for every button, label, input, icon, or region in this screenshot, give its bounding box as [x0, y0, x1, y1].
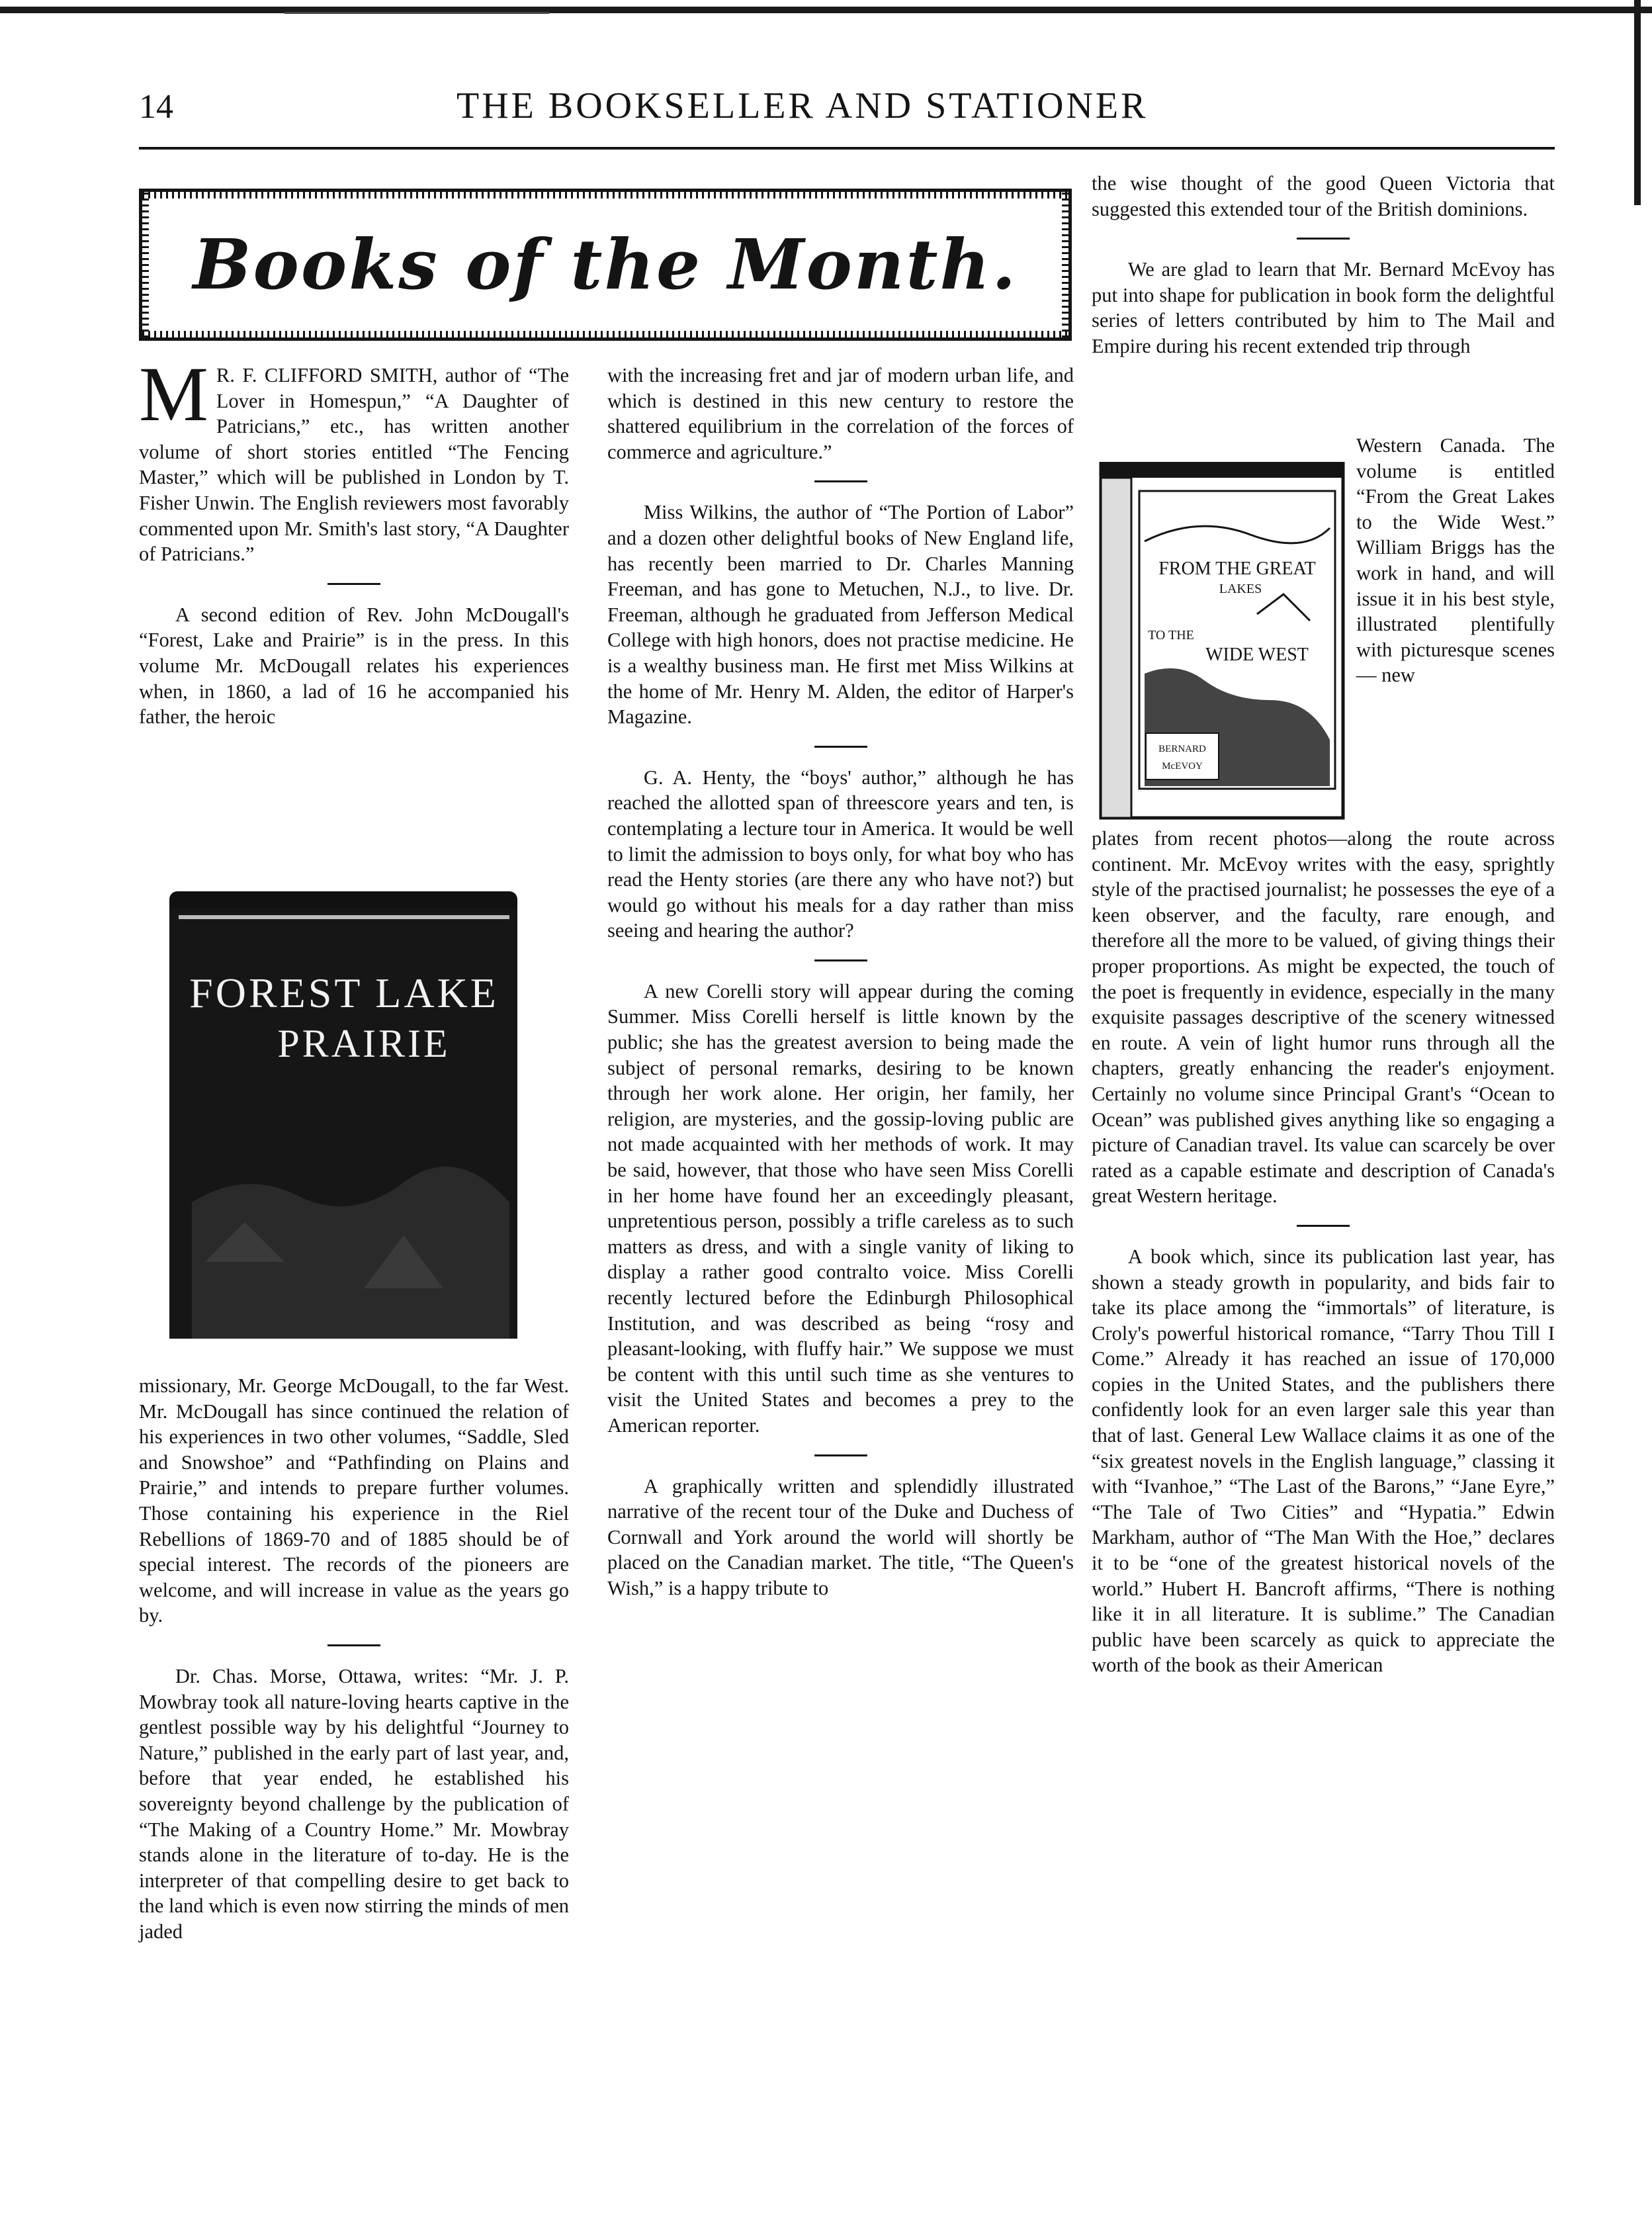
article-separator — [814, 480, 867, 482]
book2-title-line1: FROM THE GREAT — [1158, 558, 1316, 579]
article-croly: A book which, since its publication last year, has shown a steady growth in popularity, and bids fair to take its place among the “immortals” of literature, is Croly's powerful historical romance, “Tarry Thou Till I Come.” Already it has reached an issue of 170,000 copies in the United States, and the publishers there confidently look for an even larger sale this year than that of last. General Lew Wallace claims it as one of the “six greatest novels in the English language,” classing it with “Ivanhoe,” “The Last of the Barons,” “Jane Eyre,” “The Tale of Two Cities” and “Hypatia.” Edwin Markham, author of “The Man With the Hoe,” declares it to be “one of the greatest historical novels of the world.” Hubert H. Bancroft affirms, “There is nothing like it in all literature. It is sublime.” The Canadian public have been scarcely as quick to appreciate the worth of the book as their American — [1092, 1245, 1555, 1677]
article-separator — [327, 583, 380, 585]
book2-title-line2: LAKES — [1219, 582, 1262, 596]
article-separator — [1297, 1225, 1350, 1227]
article-henty: G. A. Henty, the “boys' author,” although he has reached the allotted span of threescore years and ten, is contemplating a lecture tour in America. It would be well to limit the admission to boys only, for what boy who has read the Henty stories (are there any who have not?) but would go without his meals for a day rather than miss seeing and hearing the author? — [607, 766, 1074, 942]
top-scan-border-fragment — [284, 12, 549, 14]
article-mowbray-cont: with the increasing fret and jar of modern urban life, and which is destined in this new century to restore the shattered equilibrium in the correlation of the forces of commerce and agriculture.” — [607, 364, 1074, 463]
book2-title-line4: WIDE WEST — [1205, 645, 1309, 665]
article-mcdougall-cont: missionary, Mr. George McDougall, to the far West. Mr. McDougall has since continued the relation of his experiences in two other volumes, “Saddle, Sled and Snowshoe” and “Pathfinding on Plains and Prairie,” and intends to prepare further volumes. Those containing his experience in the Riel Rebellions of 1869-70 and of 1885 should be of special interest. The records of the pioneers are welcome, and will increase in value as the years go by. — [139, 1374, 569, 1627]
article-queens-wish-cont: the wise thought of the good Queen Victoria that suggested this extended tour of the British dominions. — [1092, 172, 1555, 220]
book2-top-band — [1101, 463, 1343, 478]
right-scan-edge — [1634, 0, 1641, 205]
book2-author-plate — [1146, 733, 1219, 780]
book2-title-line3: TO THE — [1148, 628, 1194, 643]
article-smith: M R. F. CLIFFORD SMITH, author of “The Lover in Homespun,” “A Daughter of Patricians,” etc., has written another volume of short stories entitled “The Fencing Master,” which will be published in London by T. Fisher Unwin. The English reviewers most favorably commented upon Mr. Smith's last story, “A Daughter of Patricians.” — [139, 351, 569, 566]
book2-author-line2: McEVOY — [1162, 761, 1203, 772]
running-head: THE BOOKSELLER AND STATIONER — [456, 85, 1149, 126]
article-queens-wish: A graphically written and splendidly illustrated narrative of the recent tour of the Duke and Duchess of Cornwall and York around the world will shortly be placed on the Canadian market. The title, “The Queen's Wish,” is a happy tribute to — [607, 1474, 1074, 1599]
column-1-bottom — [139, 1373, 569, 1944]
book1-title-line1: FOREST LAKE — [189, 969, 499, 1016]
column-3-side — [1356, 433, 1555, 688]
article-mcevoy: We are glad to learn that Mr. Bernard McEvoy has put into shape for publication in book form the delightful series of letters contributed by him to The Mail and Empire during his recent extended trip through — [1092, 258, 1555, 357]
book2-author-line1: BERNARD — [1158, 744, 1206, 754]
article-mcevoy-cont: plates from recent photos—along the route across continent. Mr. McEvoy writes with the easy, sprightly style of the practised journalist; he possesses the eye of a keen observer, and the faculty, rare enough, and therefore all the more to be valued, of giving things their proper proportions. As might be expected, the touch of the poet is frequently in evidence, especially in the many exquisite passages descriptive of the scenery witnessed en route. A vein of light humor runs through all the chapters, greatly enhancing the reader's enjoyment. Certainly no volume since Principal Grant's “Ocean to Ocean” was published gives anything like so engaging a picture of Canadian travel. Its value can scarcely be over rated as a capable estimate and description of Canada's great Western heritage. — [1092, 827, 1555, 1208]
article-wilkins: Miss Wilkins, the author of “The Portion of Labor” and a dozen other delightful books of New England life, has recently been married to Dr. Charles Manning Freeman, and has gone to Metuchen, N.J., to live. Dr. Freeman, although he graduated from Jefferson Medical College with high honors, does not practise medicine. He is a wealthy business man. He first met Miss Wilkins at the home of Mr. Henry M. Alden, the editor of Harper's Magazine. — [607, 501, 1074, 729]
section-title: Books of the Month. — [193, 224, 1018, 305]
article-separator — [814, 746, 867, 748]
book-cover-forest-lake-prairie — [165, 891, 523, 1341]
book-page-edge — [179, 915, 509, 919]
article-mcevoy-side: Western Canada. The volume is entitled “From the Great Lakes to the Wide West.” William Briggs has the work in hand, and will issue it in his best style, illustrated plentifully with picturesque scenes — new — [1356, 434, 1555, 687]
page-number: 14 — [139, 88, 173, 126]
book2-spine — [1101, 478, 1131, 818]
drop-cap: M — [139, 351, 208, 437]
column-1-top — [139, 351, 569, 730]
header-rule — [139, 147, 1555, 150]
article-corelli: A new Corelli story will appear during the coming Summer. Miss Corelli herself is little known by the public; she has the greatest aversion to being made the subject of personal remarks, desiring to be known through her work alone. Her origin, her family, her religion, are mysteries, and the gossip-loving public are not made acquainted with her methods of work. It may be said, however, that those who have seen Miss Corelli in her home have found her an exceedingly pleasant, unpretentious person, possibly a trifle careless as to such matters as dress, and with a single vanity of liking to display a rather good contralto voice. Miss Corelli recently lectured before the Edinburgh Philosophical Institution, and was described as being “rosy and pleasant-looking, with fluffy hair.” We suppose we must be content with this until such time as she ventures to visit the United States and becomes a prey to the American reporter. — [607, 979, 1074, 1437]
article-separator — [814, 1454, 867, 1456]
book1-title-line2: PRAIRIE — [277, 1022, 451, 1065]
article-mcdougall: A second edition of Rev. John McDougall's “Forest, Lake and Prairie” is in the press. In this volume Mr. McDougall relates his experiences when, in 1860, a lad of 16 he accompanied his father, the heroic — [139, 603, 569, 729]
book-cover-from-great-lakes — [1098, 462, 1346, 821]
column-3-top — [1092, 171, 1555, 359]
article-separator — [1297, 238, 1350, 240]
top-scan-border — [0, 7, 1652, 13]
article-separator — [327, 1644, 380, 1646]
section-title-box — [139, 189, 1072, 341]
column-2 — [607, 363, 1074, 1601]
article-mowbray: Dr. Chas. Morse, Ottawa, writes: “Mr. J. P. Mowbray took all nature-loving hearts captive in the gentlest possible way by his delightful “Journey to Nature,” published in the early part of last year, and, before that year ended, he established his sovereignty beyond challenge by the publication of “The Making of a Country Home.” Mr. Mowbray stands alone in the literature of to-day. He is the interpreter of that compelling desire to get back to the land which is even now stirring the minds of men jaded — [139, 1664, 569, 1943]
column-3-bottom — [1092, 826, 1555, 1678]
article-separator — [814, 959, 867, 961]
